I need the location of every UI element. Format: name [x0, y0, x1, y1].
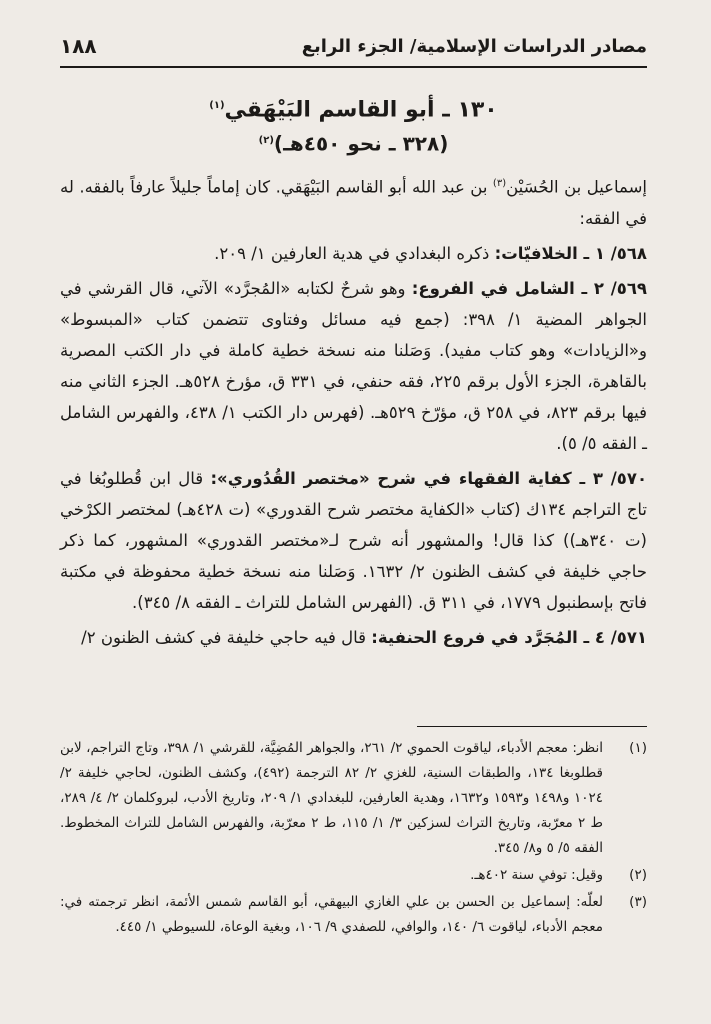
footnote — [60, 890, 647, 940]
work-entry — [60, 622, 647, 653]
work-entry — [60, 273, 647, 459]
footnote — [60, 863, 647, 888]
intro-text-start: إسماعيل بن الحُسَيْن — [506, 177, 647, 197]
work-entry-text: قال ابن قُطلوبُغا في تاج التراجم ١٣٤ك (كتاب «الكفاية مختصر شرح القدوري» (ت ٤٢٨هـ) لمختصر الكرْخي (ت ٣٤٠هـ)) كذا قال! والمشهور أنه شرح لـ«مختصر القدوري» المشهور، كما ذكر حاجي خليفة في كشف الظنون ٢/ ١٦٣٢. وَصَلنا منه نسخة خطية محفوظة في مكتبة فاتح بإسطنبول ١٧٧٩، في ٣١١ ق. (الفهرس الشامل للتراث ـ الفقه ٨/ ٣٤٥). — [60, 468, 647, 612]
work-entry-text: وهو شرحٌ لكتابه «المُجرَّد» الآتي، قال القرشي في الجواهر المضية ١/ ٣٩٨: (جمع فيه مسائل وفتاوى تتضمن كتاب «المبسوط» و«الزيادات» وهو كتاب مفيد). وَصَلنا منه نسخة خطية كاملة في دار الكتب المصرية بالقاهرة، الجزء الأول برقم ٢٢٥، فقه حنفي، في ٣٣١ ق، مؤرخ ٥٢٨هـ. الجزء الثاني منه فيها برقم ٨٢٣، في ٢٥٨ ق، مؤرّخ ٥٢٩هـ. (فهرس دار الكتب ١/ ٤٣٨، والفهرس الشامل ـ الفقه ٥/ ٥). — [60, 278, 647, 453]
footnote-number: (٢) — [629, 867, 647, 883]
work-entry-text: قال فيه حاجي خليفة في كشف الظنون ٢/ — [81, 627, 372, 647]
footnote-text: وقيل: توفي سنة ٤٠٢هـ. — [470, 867, 603, 883]
intro-paragraph — [60, 168, 647, 234]
intro-text-end: بن عبد الله أبو القاسم البَيْهَقي. كان إماماً جليلاً عارفاً بالفقه. له في الفقه: — [60, 177, 647, 228]
work-entry-title: ٥٧٠/ ٣ ـ كفاية الفقهاء في شرح «مختصر القُدُوري»: — [210, 468, 648, 488]
running-header — [60, 30, 647, 66]
footnote-ref-3: (٣) — [492, 178, 507, 189]
footnote-number: (٣) — [629, 894, 647, 910]
footnote-text: لعلّه: إسماعيل بن الحسن بن علي الغازي البيهقي، أبو القاسم شمس الأئمة، انظر ترجمته في: معجم الأدباء، لياقوت ٦/ ١٤٠، والوافي، للصفدي ٩/ ١٠٦، وبغية الوعاة، للسيوطي ١/ ٤٤٥. — [60, 894, 603, 935]
footnote-ref-2: (٢) — [258, 135, 274, 146]
page-number: ١٨٨ — [60, 34, 97, 58]
footnote-divider — [417, 726, 647, 727]
work-entry-title: ٥٧١/ ٤ ـ المُجَرَّد في فروع الحنفية: — [371, 627, 647, 647]
work-entry — [60, 238, 647, 269]
entry-dates-text: (٣٢٨ ـ نحو ٤٥٠هـ) — [273, 131, 449, 156]
header-divider — [60, 66, 647, 68]
main-text — [60, 168, 647, 657]
entry-heading-text: ١٣٠ ـ أبو القاسم البَيْهَقي — [224, 97, 498, 123]
footnote — [60, 736, 647, 861]
entry-heading — [60, 88, 647, 128]
work-entry-text: ذكره البغدادي في هدية العارفين ١/ ٢٠٩. — [214, 243, 495, 263]
work-entry — [60, 463, 647, 618]
work-entry-title: ٥٦٨/ ١ ـ الخلافيّات: — [494, 243, 647, 263]
entry-dates — [60, 124, 647, 161]
footnote-text: انظر: معجم الأدباء، لياقوت الحموي ٢/ ٢٦١، والجواهر المُضِيَّة، للقرشي ١/ ٣٩٨، وتاج التراجم، لابن قطلوبغا ١٣٤، والطبقات السنية، للغزي ٢/ ٨٢ الترجمة (٤٩٢)، وكشف الظنون، لحاجي خليفة ٢/ ١٠٢٤ و١٤٩٨ و١٥٩٣ و١٦٣٢، وهدية العارفين، للبغدادي ١/ ٢٠٩، وتاريخ الأدب، لبروكلمان ٢/ ٤/ ٢٨٩، ط ٢ معرّبة، وتاريخ التراث لسزكين ٣/ ١/ ١١٥، ط ٢ معرّبة، والفهرس الشامل للتراث المخطوط. الفقه ٥/ ٥ و٨/ ٣٤٥. — [60, 740, 604, 856]
footnote-ref-1: (١) — [209, 100, 225, 111]
footnotes — [60, 736, 647, 942]
footnote-number: (١) — [629, 740, 647, 756]
running-title: مصادر الدراسات الإسلامية/ الجزء الرابع — [301, 36, 647, 57]
work-entry-title: ٥٦٩/ ٢ ـ الشامل في الفروع: — [411, 278, 647, 298]
